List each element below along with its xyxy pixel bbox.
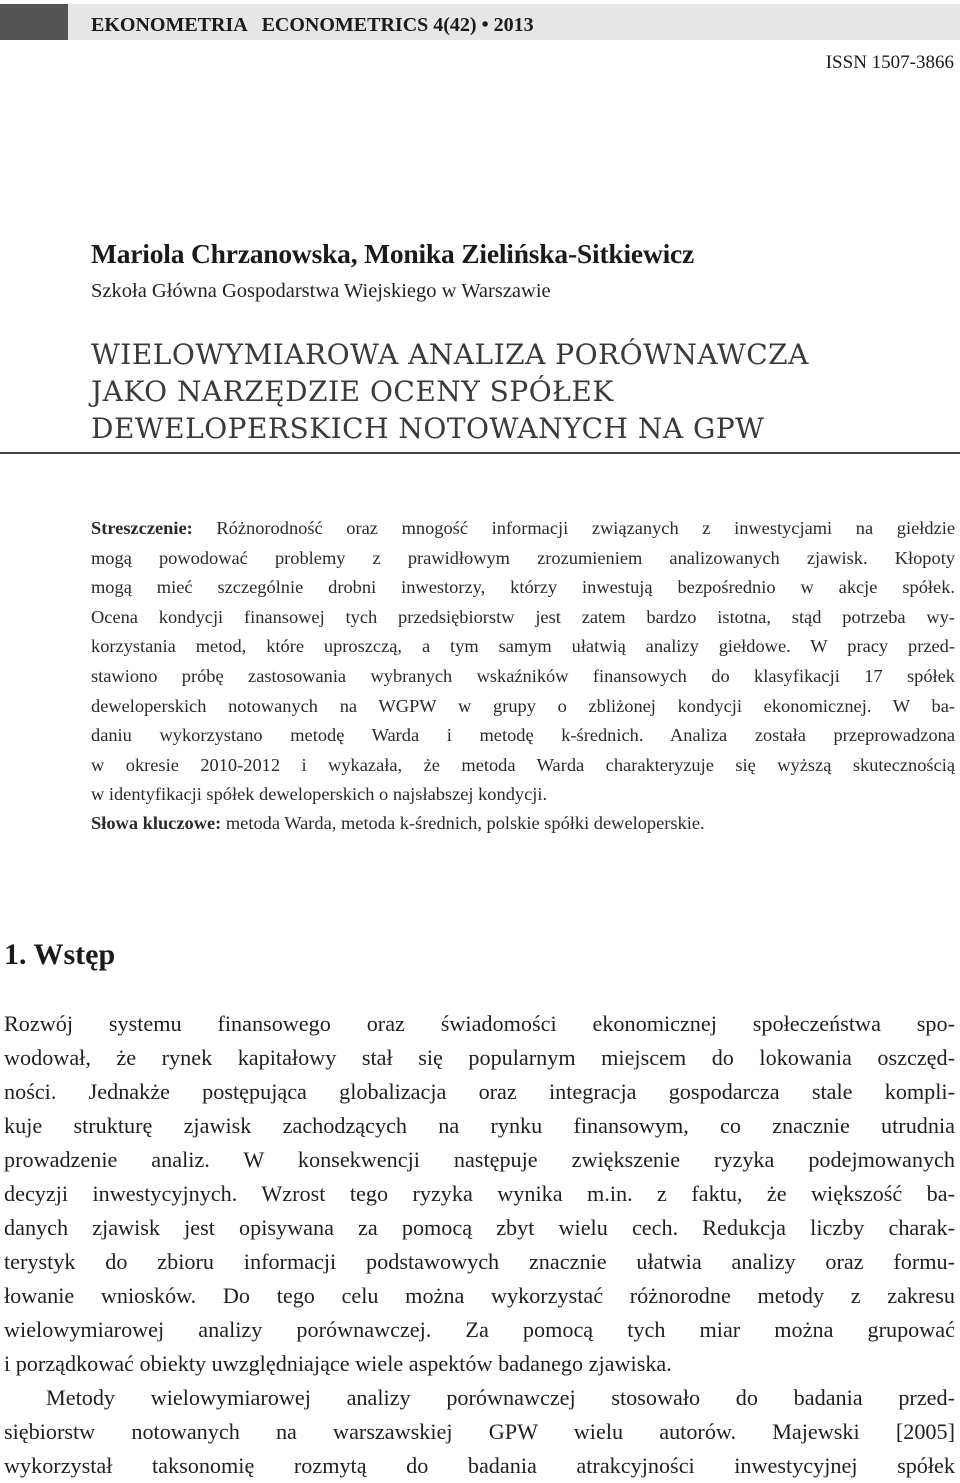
title-line: WIELOWYMIAROWA ANALIZA PORÓWNAWCZA — [91, 338, 809, 371]
body-line: Metody wielowymiarowej analizy porównawczej stosowało do badania przed- — [46, 1385, 955, 1410]
body-line: wodował, że rynek kapitałowy stał się popularnym miejscem do lokowania oszczęd- — [4, 1045, 955, 1070]
abstract-line: korzystania metod, które uproszczą, a tym samym ułatwią analizy giełdowe. W pracy przed- — [91, 636, 955, 657]
issn: ISSN 1507-3866 — [825, 52, 954, 73]
abstract-line: mogą mieć szczególnie drobni inwestorzy, którzy inwestują bezpośrednio w akcje spółek. — [91, 577, 955, 598]
keywords — [91, 813, 705, 834]
body-line: ności. Jednakże postępująca globalizacja oraz integracja gospodarcza stale kompli- — [4, 1079, 955, 1104]
body-line: terystyk do zbioru informacji podstawowych znacznie ułatwia analizy oraz formu- — [4, 1249, 955, 1274]
article-title — [91, 336, 809, 447]
body-line: siębiorstw notowanych na warszawskiej GPW wielu autorów. Majewski [2005] — [4, 1419, 955, 1444]
abstract-line: mogą powodować problemy z prawidłowym zrozumieniem analizowanych zjawisk. Kłopoty — [91, 547, 955, 568]
keywords-text: metoda Warda, metoda k-średnich, polskie spółki deweloperskie. — [221, 813, 705, 833]
title-line: DEWELOPERSKICH NOTOWANYCH NA GPW — [91, 412, 765, 445]
title-line: JAKO NARZĘDZIE OCENY SPÓŁEK — [91, 375, 614, 408]
abstract-label: Streszczenie: — [91, 518, 193, 538]
authors: Mariola Chrzanowska, Monika Zielińska-Sitkiewicz — [91, 238, 695, 269]
title-divider — [0, 452, 960, 454]
body-line: łowanie wniosków. Do tego celu można wykorzystać różnorodne metody z zakresu — [4, 1283, 955, 1308]
journal-name: EKONOMETRIA ECONOMETRICS 4(42) • 2013 — [91, 14, 534, 36]
abstract-line: stawiono próbę zastosowania wybranych wskaźników finansowych do klasyfikacji 17 spółek — [91, 665, 955, 686]
body-line: wykorzystał taksonomię rozmytą do badania atrakcyjności inwestycyjnej spółek — [4, 1453, 955, 1478]
section-heading: 1. Wstęp — [4, 938, 116, 971]
body-line: Rozwój systemu finansowego oraz świadomości ekonomicznej społeczeństwa spo- — [4, 1011, 955, 1036]
header-dark-block — [0, 4, 68, 40]
abstract-line: w okresie 2010-2012 i wykazała, że metoda Warda charakteryzuje się wyższą skutecznością — [91, 754, 955, 775]
body-line: prowadzenie analiz. W konsekwencji następuje zwiększenie ryzyka podejmowanych — [4, 1147, 955, 1172]
body-line: i porządkować obiekty uwzględniające wiele aspektów badanego zjawiska. — [4, 1351, 672, 1376]
abstract-line: Streszczenie: Różnorodność oraz mnogość informacji związanych z inwestycjami na giełdzie — [91, 518, 955, 538]
body-line: kuje strukturę zjawisk zachodzących na rynku finansowym, co znacznie utrudnia — [4, 1113, 955, 1138]
abstract-line: daniu wykorzystano metodę Warda i metodę k-średnich. Analiza została przeprowadzona — [91, 725, 955, 746]
abstract-line: w identyfikacji spółek deweloperskich o najsłabszej kondycji. — [91, 784, 548, 805]
body-line: danych zjawisk jest opisywana za pomocą zbyt wielu cech. Redukcja liczby charak- — [4, 1215, 955, 1240]
abstract — [91, 514, 955, 810]
journal-header — [0, 4, 960, 40]
abstract-line: Ocena kondycji finansowej tych przedsiębiorstw jest zatem bardzo istotna, stąd potrzeba wy- — [91, 606, 955, 627]
body-line: wielowymiarowej analizy porównawczej. Za pomocą tych miar można grupować — [4, 1317, 955, 1342]
affiliation: Szkoła Główna Gospodarstwa Wiejskiego w Warszawie — [91, 280, 551, 302]
section-body — [4, 1007, 955, 1483]
keywords-label: Słowa kluczowe: — [91, 813, 222, 833]
abstract-line: deweloperskich notowanych na WGPW w grupy o zbliżonej kondycji ekonomicznej. W ba- — [91, 695, 955, 716]
body-line: decyzji inwestycyjnych. Wzrost tego ryzyka wynika m.in. z faktu, że większość ba- — [4, 1181, 955, 1206]
